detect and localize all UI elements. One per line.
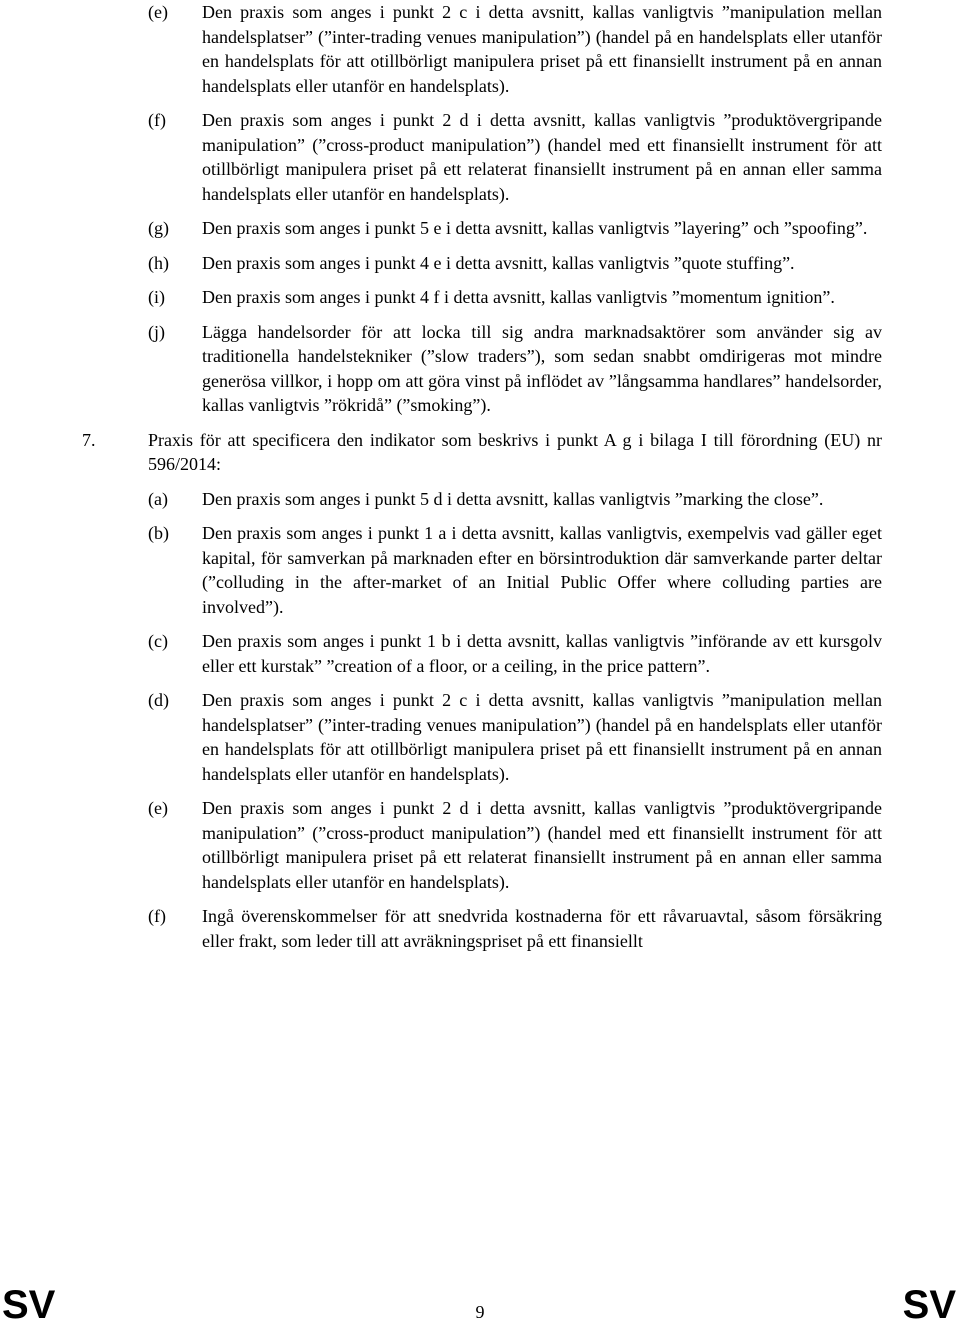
paragraph-text: Praxis för att specificera den indikator som beskrivs i punkt A g i bilaga I till förordning (EU) nr 596/2014:	[148, 429, 882, 474]
list-item	[82, 796, 882, 894]
list-item	[82, 108, 882, 206]
item-text: Den praxis som anges i punkt 2 d i detta avsnitt, kallas vanligtvis ”produktövergripande manipulation” (”cross-product manipulation”) (handel med ett finansiellt instrument för att otillbörligt manipulera priset på ett relaterat finansiellt instrument på en annan eller samma handelsplats eller utanför en handelsplats).	[202, 798, 882, 892]
item-text: Den praxis som anges i punkt 1 b i detta avsnitt, kallas vanligtvis ”införande av ett kursgolv eller ett kurstak” ”creation of a floor, or a ceiling, in the price pattern”.	[202, 631, 882, 676]
item-text: Den praxis som anges i punkt 2 c i detta avsnitt, kallas vanligtvis ”manipulation mellan handelsplatser” (”inter-trading venues manipulation”) (handel på en handelsplats eller utanför en handelsplats för att otillbörligt manipulera priset på ett finansiellt instrument på en annan handelsplats eller utanför en handelsplats).	[202, 690, 882, 784]
page-number: 9	[475, 1302, 485, 1322]
paragraph-7	[82, 428, 882, 477]
paragraph-number: 7.	[82, 429, 96, 450]
item-label: (e)	[148, 798, 168, 818]
item-text: Den praxis som anges i punkt 1 a i detta avsnitt, kallas vanligtvis, exempelvis vad gäller eget kapital, för samverkan på marknaden efter en börsintroduktion där samverkande parter deltar (”colluding in the after-market of an Initial Public Offer where colluding parties are involved”).	[202, 523, 882, 617]
item-label: (j)	[148, 321, 165, 342]
item-label: (f)	[148, 906, 166, 926]
document-body	[82, 0, 882, 963]
list-item	[82, 320, 882, 418]
item-text: Den praxis som anges i punkt 4 e i detta avsnitt, kallas vanligtvis ”quote stuffing”.	[202, 252, 795, 273]
item-text: Den praxis som anges i punkt 2 c i detta avsnitt, kallas vanligtvis ”manipulation mellan handelsplatser” (”inter-trading venues manipulation”) (handel på en handelsplats eller utanför en handelsplats för att otillbörligt manipulera priset på ett finansiellt instrument på en annan handelsplats eller utanför en handelsplats).	[202, 2, 882, 96]
item-label: (g)	[148, 218, 169, 238]
footer-language-left: SV	[2, 1283, 56, 1327]
item-label: (a)	[148, 488, 168, 509]
item-text: Den praxis som anges i punkt 5 d i detta avsnitt, kallas vanligtvis ”marking the close”.	[202, 488, 824, 509]
item-label: (b)	[148, 523, 169, 543]
list-item	[82, 688, 882, 786]
item-text: Den praxis som anges i punkt 4 f i detta avsnitt, kallas vanligtvis ”momentum ignition”.	[202, 287, 835, 307]
item-label: (h)	[148, 252, 169, 273]
footer-language-right: SV	[902, 1283, 956, 1327]
item-text: Den praxis som anges i punkt 5 e i detta avsnitt, kallas vanligtvis ”layering” och ”spoofing”.	[202, 218, 868, 238]
item-text: Ingå överenskommelser för att snedvrida kostnaderna för ett råvaruavtal, såsom försäkring eller frakt, som leder till att avräkningspriset på ett finansiellt	[202, 906, 882, 951]
list-item	[82, 521, 882, 619]
top-item-list	[82, 0, 882, 418]
item-label: (i)	[148, 287, 165, 307]
item-label: (e)	[148, 2, 168, 22]
list-item	[82, 0, 882, 98]
item-text: Lägga handelsorder för att locka till sig andra marknadsaktörer som använder sig av traditionella handelstekniker (”slow traders”), som sedan snabbt omdirigeras mot mindre generösa villkor, i hopp om att göra vinst på inflödet av ”långsamma handlares” handelsorder, kallas vanligtvis ”rökridå” (”smoking”).	[202, 321, 882, 415]
list-item	[82, 904, 882, 953]
item-label: (c)	[148, 631, 168, 651]
list-item	[82, 251, 882, 276]
item-label: (d)	[148, 690, 169, 710]
list-item	[82, 285, 882, 310]
item-text: Den praxis som anges i punkt 2 d i detta avsnitt, kallas vanligtvis ”produktövergripande manipulation” (”cross-product manipulation”) (handel med ett finansiellt instrument för att otillbörligt manipulera priset på ett relaterat finansiellt instrument på en annan eller samma handelsplats eller utanför en handelsplats).	[202, 110, 882, 204]
item-label: (f)	[148, 110, 166, 130]
list-item	[82, 629, 882, 678]
list-item	[82, 487, 882, 512]
paragraph-7-item-list	[82, 487, 882, 954]
list-item	[82, 216, 882, 241]
